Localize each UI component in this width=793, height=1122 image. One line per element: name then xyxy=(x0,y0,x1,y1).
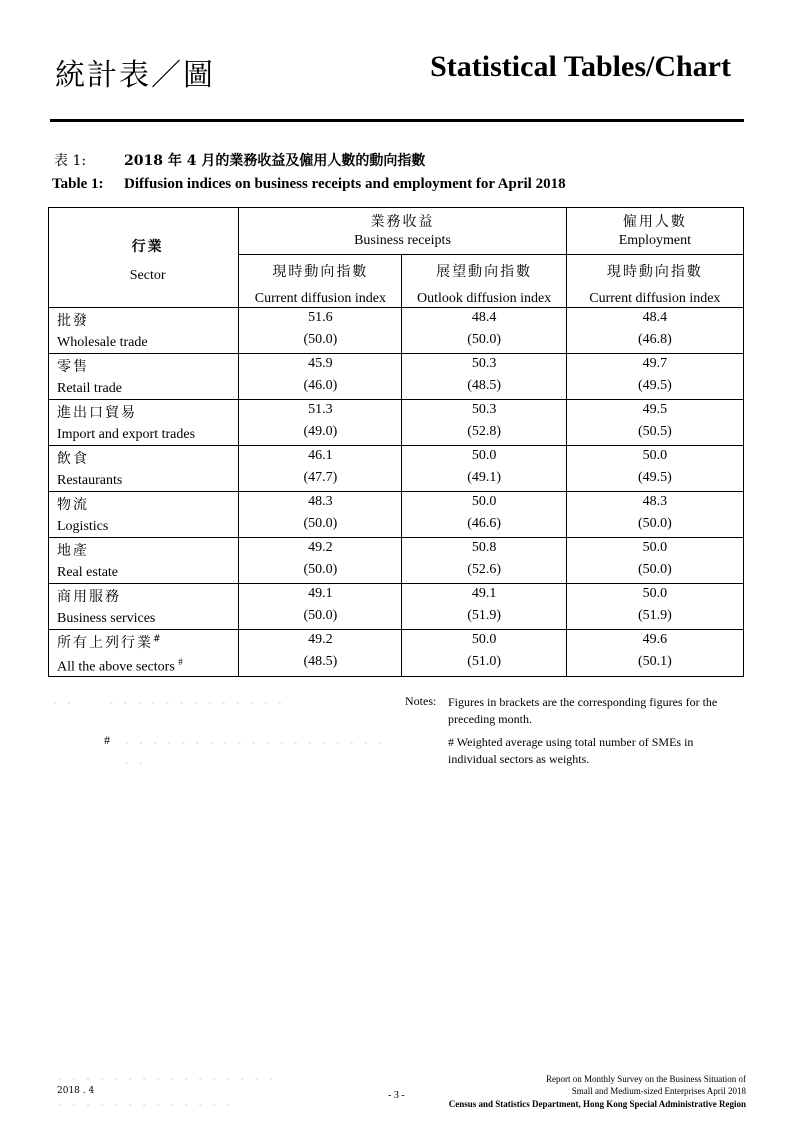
current-value: 48.3 xyxy=(308,494,333,509)
br-outlook-cell xyxy=(402,354,566,400)
sector-name-en-text: Logistics xyxy=(57,519,109,534)
sector-name-zh-text: 零售 xyxy=(57,359,89,375)
previous-value: (48.5) xyxy=(467,378,502,393)
business-receipts-header xyxy=(239,208,566,255)
br-outlook-cell xyxy=(402,492,566,538)
header-divider xyxy=(50,119,744,122)
current-value: 48.3 xyxy=(642,494,668,509)
br-outlook-cell xyxy=(402,538,566,584)
previous-value: (50.0) xyxy=(467,332,502,347)
br-outlook-cell xyxy=(402,446,566,492)
previous-value: (51.9) xyxy=(637,608,672,623)
br-outlook-cell xyxy=(402,400,566,446)
br-outlook-header xyxy=(402,255,566,308)
emp-current-cell xyxy=(566,446,743,492)
sector-name-zh xyxy=(57,586,238,606)
sector-name-zh-text: 所有上列行業 xyxy=(57,635,153,651)
br-outlook-cell xyxy=(402,308,566,354)
sector-cell xyxy=(49,492,239,538)
emp-current-header xyxy=(566,255,743,308)
sector-header xyxy=(49,208,239,308)
emp-current-cell xyxy=(566,400,743,446)
emp-current-cell xyxy=(566,308,743,354)
previous-value: (50.0) xyxy=(303,516,338,531)
current-value: 50.0 xyxy=(471,448,497,463)
sector-name-en-text: Business services xyxy=(57,611,156,626)
sector-header-en: Sector xyxy=(129,268,166,283)
page-title-en: Statistical Tables/Chart xyxy=(430,50,731,83)
sector-name-zh-text: 地產 xyxy=(57,543,89,559)
sector-name-zh-text: 批發 xyxy=(57,313,89,329)
footer-report-line1: Report on Monthly Survey on the Business Situation of xyxy=(546,1074,746,1084)
br-outlook-cell xyxy=(402,584,566,630)
current-value: 50.0 xyxy=(471,494,497,509)
sector-name-en xyxy=(57,611,238,627)
business-receipts-header-en: Business receipts xyxy=(354,233,451,248)
br-current-cell xyxy=(239,630,402,677)
previous-value: (51.0) xyxy=(467,654,502,669)
sector-name-zh-text: 飲食 xyxy=(57,451,89,467)
previous-value: (46.0) xyxy=(303,378,338,393)
br-current-header xyxy=(239,255,402,308)
sector-name-zh xyxy=(57,402,238,422)
current-value: 49.1 xyxy=(471,586,497,601)
employment-header-en: Employment xyxy=(618,233,692,248)
current-value: 45.9 xyxy=(308,356,333,371)
previous-value: (50.0) xyxy=(637,516,672,531)
hash-marker: # xyxy=(104,733,110,747)
faded-text: - - - - - - - - - - - - - - - xyxy=(52,698,284,709)
current-value: 49.2 xyxy=(308,632,333,647)
table-caption-zh: 2018 年 4 月的業務收益及僱用人數的動向指數 xyxy=(124,153,426,169)
sector-name-en xyxy=(57,519,238,535)
current-value: 48.4 xyxy=(642,310,668,325)
faded-text: - - - - - - - - - - - - - xyxy=(57,1100,233,1111)
note-weighted-average: # Weighted average using total number of SMEs in individual sectors as weights. xyxy=(448,735,694,766)
previous-value: (47.7) xyxy=(303,470,338,485)
previous-value: (48.5) xyxy=(303,654,338,669)
current-value: 50.8 xyxy=(471,540,497,555)
br-current-cell xyxy=(239,446,402,492)
page-title-zh: 統計表／圖 xyxy=(55,58,215,93)
sector-cell xyxy=(49,630,239,677)
previous-value: (46.8) xyxy=(637,332,672,347)
sector-name-en-text: Wholesale trade xyxy=(57,335,148,350)
table-row xyxy=(49,584,744,630)
sector-name-en xyxy=(57,381,238,397)
previous-value: (52.6) xyxy=(467,562,502,577)
current-value: 50.3 xyxy=(471,402,497,417)
sector-name-zh xyxy=(57,632,238,652)
sector-name-en-text: Import and export trades xyxy=(57,427,196,442)
table-row xyxy=(49,354,744,400)
current-value: 48.4 xyxy=(471,310,497,325)
sector-cell xyxy=(49,538,239,584)
table-row xyxy=(49,400,744,446)
previous-value: (50.0) xyxy=(303,562,338,577)
sector-name-zh xyxy=(57,494,238,514)
sector-name-en xyxy=(57,335,238,351)
sector-cell xyxy=(49,400,239,446)
br-outlook-header-en: Outlook diffusion index xyxy=(416,291,552,306)
br-current-cell xyxy=(239,354,402,400)
faded-text: - - - - - - - - - - - - - - - - xyxy=(57,1074,275,1085)
emp-current-cell xyxy=(566,584,743,630)
notes-label: Notes: xyxy=(405,694,437,708)
sector-name-zh xyxy=(57,356,238,376)
current-value: 46.1 xyxy=(308,448,333,463)
current-value: 51.6 xyxy=(308,310,333,325)
previous-value: (49.5) xyxy=(637,470,672,485)
diffusion-index-table xyxy=(48,207,744,677)
footer-date: 2018 . 4 xyxy=(57,1086,95,1096)
current-value: 51.3 xyxy=(308,402,333,417)
current-value: 50.0 xyxy=(642,540,668,555)
previous-value: (49.5) xyxy=(637,378,672,393)
emp-current-header-en: Current diffusion index xyxy=(589,291,721,306)
employment-header xyxy=(566,208,743,255)
sector-name-en-text: Restaurants xyxy=(57,473,123,488)
sector-header-zh: 行業 xyxy=(131,239,164,255)
faded-text: - - xyxy=(124,758,146,769)
br-current-cell xyxy=(239,400,402,446)
table-caption-zh-label: 表 1: xyxy=(54,153,87,169)
sector-cell xyxy=(49,584,239,630)
br-outlook-cell xyxy=(402,630,566,677)
table-caption-en: Diffusion indices on business receipts and employment for April 2018 xyxy=(124,176,566,192)
table-row xyxy=(49,538,744,584)
previous-value: (50.0) xyxy=(303,332,338,347)
previous-value: (49.0) xyxy=(303,424,338,439)
sector-cell xyxy=(49,308,239,354)
table-caption-en-label: Table 1: xyxy=(52,176,104,192)
table-row xyxy=(49,630,744,677)
current-value: 50.0 xyxy=(642,448,668,463)
previous-value: (51.9) xyxy=(467,608,502,623)
previous-value: (50.0) xyxy=(637,562,672,577)
sector-name-en xyxy=(57,473,238,489)
br-current-cell xyxy=(239,538,402,584)
sector-name-zh-text: 商用服務 xyxy=(57,589,121,605)
current-value: 50.3 xyxy=(471,356,497,371)
emp-current-cell xyxy=(566,630,743,677)
sector-name-zh xyxy=(57,540,238,560)
emp-current-header-zh: 現時動向指數 xyxy=(606,264,703,280)
sector-name-zh xyxy=(57,448,238,468)
sector-name-zh xyxy=(57,310,238,330)
footnote-marker: # xyxy=(178,657,183,667)
table-header-row xyxy=(49,208,744,255)
current-value: 50.0 xyxy=(642,586,668,601)
sector-name-en xyxy=(57,657,238,676)
previous-value: (50.5) xyxy=(637,424,672,439)
sector-name-en xyxy=(57,565,238,581)
sector-name-en-text: Retail trade xyxy=(57,381,122,396)
br-outlook-header-zh: 展望動向指數 xyxy=(436,264,533,280)
current-value: 49.7 xyxy=(642,356,668,371)
br-current-cell xyxy=(239,492,402,538)
table-row xyxy=(49,492,744,538)
previous-value: (50.0) xyxy=(303,608,338,623)
previous-value: (49.1) xyxy=(467,470,502,485)
sector-cell xyxy=(49,446,239,492)
footer-report-line2: Small and Medium-sized Enterprises April 2018 xyxy=(571,1086,746,1096)
table-row xyxy=(49,308,744,354)
emp-current-cell xyxy=(566,354,743,400)
sector-name-en xyxy=(57,427,238,443)
br-current-cell xyxy=(239,584,402,630)
sector-name-en-text: Real estate xyxy=(57,565,119,580)
emp-current-cell xyxy=(566,538,743,584)
sector-cell xyxy=(49,354,239,400)
business-receipts-header-zh: 業務收益 xyxy=(370,214,435,230)
current-value: 49.5 xyxy=(642,402,668,417)
br-current-cell xyxy=(239,308,402,354)
sector-name-zh-text: 物流 xyxy=(57,497,89,513)
br-current-header-en: Current diffusion index xyxy=(254,291,386,306)
current-value: 50.0 xyxy=(471,632,497,647)
emp-current-cell xyxy=(566,492,743,538)
employment-header-zh: 僱用人數 xyxy=(622,214,687,230)
footnote-marker: # xyxy=(153,634,163,645)
faded-text: - - - - - - - - - - - - - - - - - - - xyxy=(124,738,384,749)
br-current-header-zh: 現時動向指數 xyxy=(272,264,369,280)
sector-name-en-text: All the above sectors xyxy=(57,659,175,675)
current-value: 49.6 xyxy=(642,632,668,647)
page-number: - 3 - xyxy=(388,1090,405,1101)
previous-value: (46.6) xyxy=(467,516,502,531)
previous-value: (50.1) xyxy=(637,654,672,669)
previous-value: (52.8) xyxy=(467,424,502,439)
footer-department: Census and Statistics Department, Hong Kong Special Administrative Region xyxy=(448,1099,746,1109)
table-row xyxy=(49,446,744,492)
current-value: 49.2 xyxy=(308,540,333,555)
current-value: 49.1 xyxy=(308,586,333,601)
note-brackets: Figures in brackets are the corresponding figures for the preceding month. xyxy=(448,695,718,726)
sector-name-zh-text: 進出口貿易 xyxy=(57,405,137,421)
